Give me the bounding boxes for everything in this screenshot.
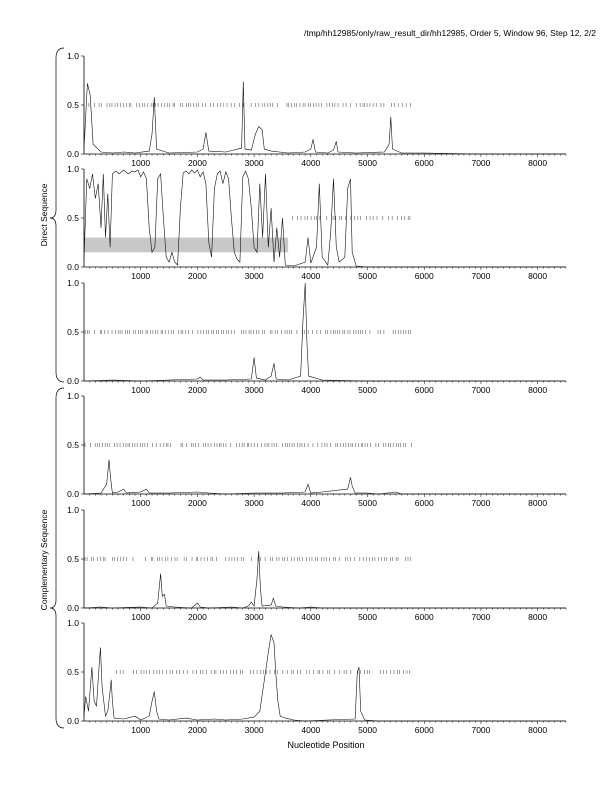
x-tick-label: 2000	[187, 498, 207, 508]
y-tick-label: 0.5	[67, 213, 79, 223]
y-tick-label: 0.5	[67, 667, 79, 677]
x-tick-label: 6000	[414, 271, 434, 281]
x-tick-label: 6000	[414, 385, 434, 395]
x-tick-label: 4000	[301, 498, 321, 508]
series-line	[84, 460, 566, 494]
direct-group-brace	[50, 48, 64, 382]
x-tick-label: 7000	[471, 612, 491, 622]
x-tick-label: 8000	[528, 385, 548, 395]
direct-group-label: Direct Sequence	[39, 183, 49, 247]
x-tick-label: 2000	[187, 725, 207, 735]
y-tick-label: 1.0	[67, 391, 79, 401]
series-line	[84, 283, 566, 381]
x-tick-label: 7000	[471, 271, 491, 281]
x-tick-label: 7000	[471, 385, 491, 395]
x-tick-label: 2000	[187, 158, 207, 168]
x-tick-label: 1000	[131, 271, 151, 281]
panel-5	[67, 505, 566, 622]
x-tick-label: 4000	[301, 612, 321, 622]
y-tick-label: 1.0	[67, 278, 79, 288]
series-line	[84, 82, 566, 155]
panel-3	[67, 278, 566, 395]
x-tick-label: 5000	[358, 158, 377, 168]
x-tick-label: 4000	[301, 158, 321, 168]
y-tick-label: 0.0	[67, 376, 79, 386]
x-tick-label: 3000	[244, 725, 264, 735]
x-tick-label: 6000	[414, 612, 434, 622]
x-tick-label: 2000	[187, 271, 207, 281]
y-tick-label: 0.5	[67, 327, 79, 337]
x-tick-label: 3000	[244, 612, 264, 622]
x-tick-label: 5000	[358, 271, 377, 281]
x-tick-label: 1000	[131, 385, 151, 395]
x-tick-label: 7000	[471, 725, 491, 735]
x-tick-label: 5000	[358, 498, 377, 508]
x-tick-label: 6000	[414, 158, 434, 168]
y-tick-label: 0.0	[67, 489, 79, 499]
x-tick-label: 3000	[244, 498, 264, 508]
x-tick-label: 6000	[414, 498, 434, 508]
x-tick-label: 5000	[358, 385, 377, 395]
y-tick-label: 1.0	[67, 164, 79, 174]
x-tick-label: 5000	[358, 725, 377, 735]
x-tick-label: 2000	[187, 612, 207, 622]
series-line	[84, 170, 566, 267]
panel-6	[67, 618, 566, 735]
x-tick-label: 1000	[131, 725, 151, 735]
x-axis-title: Nucleotide Position	[287, 740, 365, 750]
x-tick-label: 5000	[358, 612, 377, 622]
x-tick-label: 3000	[244, 385, 264, 395]
x-tick-label: 8000	[528, 271, 548, 281]
run-header: /tmp/hh12985/only/raw_result_dir/hh12985, Order 5, Window 96, Step 12, 2/2	[303, 28, 596, 38]
x-tick-label: 8000	[528, 612, 548, 622]
x-tick-label: 7000	[471, 158, 491, 168]
x-tick-label: 3000	[244, 158, 264, 168]
x-tick-label: 6000	[414, 725, 434, 735]
complementary-group-label: Complementary Sequence	[39, 509, 49, 611]
x-tick-label: 2000	[187, 385, 207, 395]
x-tick-label: 8000	[528, 158, 548, 168]
x-tick-label: 4000	[301, 725, 321, 735]
y-tick-label: 1.0	[67, 505, 79, 515]
y-tick-label: 0.0	[67, 603, 79, 613]
panel-2	[67, 164, 566, 281]
complementary-group-brace	[50, 388, 64, 728]
panel-1	[67, 51, 566, 168]
panel-4	[67, 391, 566, 508]
x-tick-label: 4000	[301, 271, 321, 281]
series-line	[84, 551, 566, 608]
series-line	[84, 635, 566, 721]
x-tick-label: 1000	[131, 612, 151, 622]
x-tick-label: 8000	[528, 725, 548, 735]
x-tick-label: 1000	[131, 498, 151, 508]
x-tick-label: 8000	[528, 498, 548, 508]
y-tick-label: 0.5	[67, 554, 79, 564]
y-tick-label: 1.0	[67, 51, 79, 61]
x-tick-label: 4000	[301, 385, 321, 395]
y-tick-label: 1.0	[67, 618, 79, 628]
x-tick-label: 3000	[244, 271, 264, 281]
x-tick-label: 7000	[471, 498, 491, 508]
y-tick-label: 0.5	[67, 100, 79, 110]
x-tick-label: 1000	[131, 158, 151, 168]
y-tick-label: 0.5	[67, 440, 79, 450]
y-tick-label: 0.0	[67, 716, 79, 726]
y-tick-label: 0.0	[67, 262, 79, 272]
y-tick-label: 0.0	[67, 149, 79, 159]
panels	[67, 51, 566, 735]
